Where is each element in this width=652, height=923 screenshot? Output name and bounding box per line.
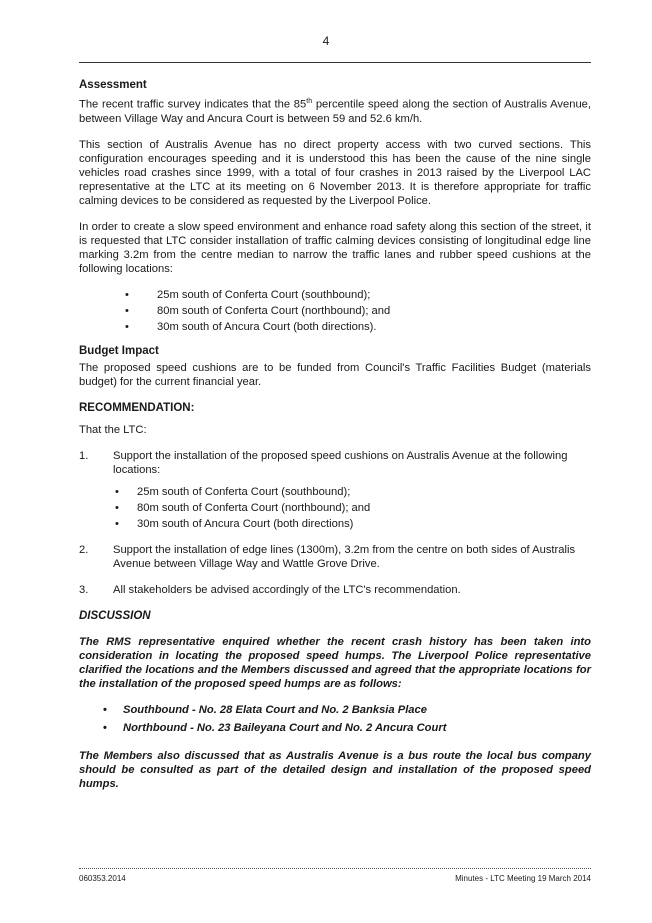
assessment-paragraph-2: This section of Australis Avenue has no direct property access with two curved sections. This configuration encourages speeding and it is understood this has been the cause of the nine single vehicles road crashes since 1999, with a total of four crashes in 2013 raised by the Liverpool LAC representative at the LTC at its meeting on 6 November 2013. It is therefore appropriate for traffic calming devices to be considered as requested by the Liverpool Police. bbox=[79, 138, 591, 207]
recommendation-number: 1. bbox=[79, 449, 89, 462]
recommendation-item-1 bbox=[79, 449, 591, 531]
list-item-text: 25m south of Conferta Court (southbound); bbox=[137, 485, 351, 498]
page-number: 4 bbox=[322, 34, 330, 48]
recommendation-intro: That the LTC: bbox=[79, 423, 147, 436]
recommendation-text: Support the installation of the proposed speed cushions on Australis Avenue at the following locations: bbox=[113, 449, 568, 476]
list-item-text: Northbound - No. 23 Baileyana Court and No. 2 Ancura Court bbox=[123, 721, 447, 734]
recommendation-number: 2. bbox=[79, 543, 89, 556]
page-content bbox=[79, 78, 591, 803]
footer-reference: 060353.2014 bbox=[79, 874, 126, 883]
bullet-icon: • bbox=[125, 288, 129, 301]
list-item bbox=[115, 485, 591, 499]
recommendation-text: Support the installation of edge lines (1300m), 3.2m from the centre on both sides of Australis Avenue between Village Way and Wattle Grove Drive. bbox=[113, 543, 576, 570]
bullet-icon: • bbox=[103, 721, 107, 734]
list-item-text: 30m south of Ancura Court (both directions) bbox=[137, 517, 354, 530]
discussion-heading: DISCUSSION bbox=[79, 609, 151, 622]
bullet-icon: • bbox=[115, 501, 119, 514]
list-item-text: 80m south of Conferta Court (northbound); and bbox=[157, 304, 391, 317]
assessment-p1-suffix: percentile speed along the section of Australis Avenue, between Village Way and Ancura Court is between 59 and 52.6 km/h. bbox=[79, 98, 591, 125]
assessment-p1-prefix: The recent traffic survey indicates that the 85 bbox=[79, 98, 307, 111]
recommendation-number: 3. bbox=[79, 583, 89, 596]
assessment-p1-superscript: th bbox=[306, 98, 313, 105]
recommendation-heading: RECOMMENDATION: bbox=[79, 401, 195, 414]
budget-paragraph: The proposed speed cushions are to be funded from Council's Traffic Facilities Budget (materials budget) for the current financial year. bbox=[79, 361, 591, 388]
list-item bbox=[125, 304, 591, 318]
discussion-paragraph-1: The RMS representative enquired whether the recent crash history has been taken into consideration in locating the proposed speed humps. The Liverpool Police representative clarified the locations and the Members discussed and agreed that the appropriate locations for the installation of the proposed speed humps are as follows: bbox=[79, 635, 591, 690]
assessment-heading: Assessment bbox=[79, 79, 147, 91]
list-item-text: 80m south of Conferta Court (northbound); and bbox=[137, 501, 371, 514]
budget-heading: Budget Impact bbox=[79, 344, 159, 357]
list-item bbox=[125, 288, 591, 302]
bullet-icon: • bbox=[125, 304, 129, 317]
bullet-icon: • bbox=[115, 517, 119, 530]
assessment-paragraph-3: In order to create a slow speed environment and enhance road safety along this section of the street, it is requested that LTC consider installation of traffic calming devices consisting of longitudinal edge line marking 3.2m from the centre median to narrow the traffic lanes and rubber speed cushions at the following locations: bbox=[79, 220, 591, 275]
discussion-locations-list bbox=[79, 703, 591, 735]
assessment-locations-list bbox=[79, 288, 591, 334]
list-item-text: 30m south of Ancura Court (both directions). bbox=[157, 320, 377, 333]
list-item bbox=[103, 721, 591, 735]
discussion-paragraph-2: The Members also discussed that as Australis Avenue is a bus route the local bus company should be consulted as part of the detailed design and installation of the proposed speed humps. bbox=[79, 749, 591, 790]
recommendation-item-2 bbox=[79, 543, 591, 571]
bullet-icon: • bbox=[115, 485, 119, 498]
list-item bbox=[125, 320, 591, 334]
recommendation-item-3 bbox=[79, 583, 591, 597]
list-item bbox=[115, 501, 591, 515]
bullet-icon: • bbox=[125, 320, 129, 333]
assessment-paragraph-1 bbox=[79, 95, 591, 126]
footer-meeting: Minutes - LTC Meeting 19 March 2014 bbox=[455, 874, 591, 883]
recommendation-locations-list bbox=[113, 485, 591, 531]
bullet-icon: • bbox=[103, 703, 107, 716]
recommendation-text: All stakeholders be advised accordingly of the LTC's recommendation. bbox=[113, 583, 461, 596]
recommendation-list bbox=[79, 449, 591, 597]
list-item-text: Southbound - No. 28 Elata Court and No. 2 Banksia Place bbox=[123, 703, 427, 716]
list-item bbox=[103, 703, 591, 717]
list-item-text: 25m south of Conferta Court (southbound); bbox=[157, 288, 371, 301]
header-rule bbox=[79, 62, 591, 63]
footer-rule bbox=[79, 868, 591, 869]
list-item bbox=[115, 517, 591, 531]
